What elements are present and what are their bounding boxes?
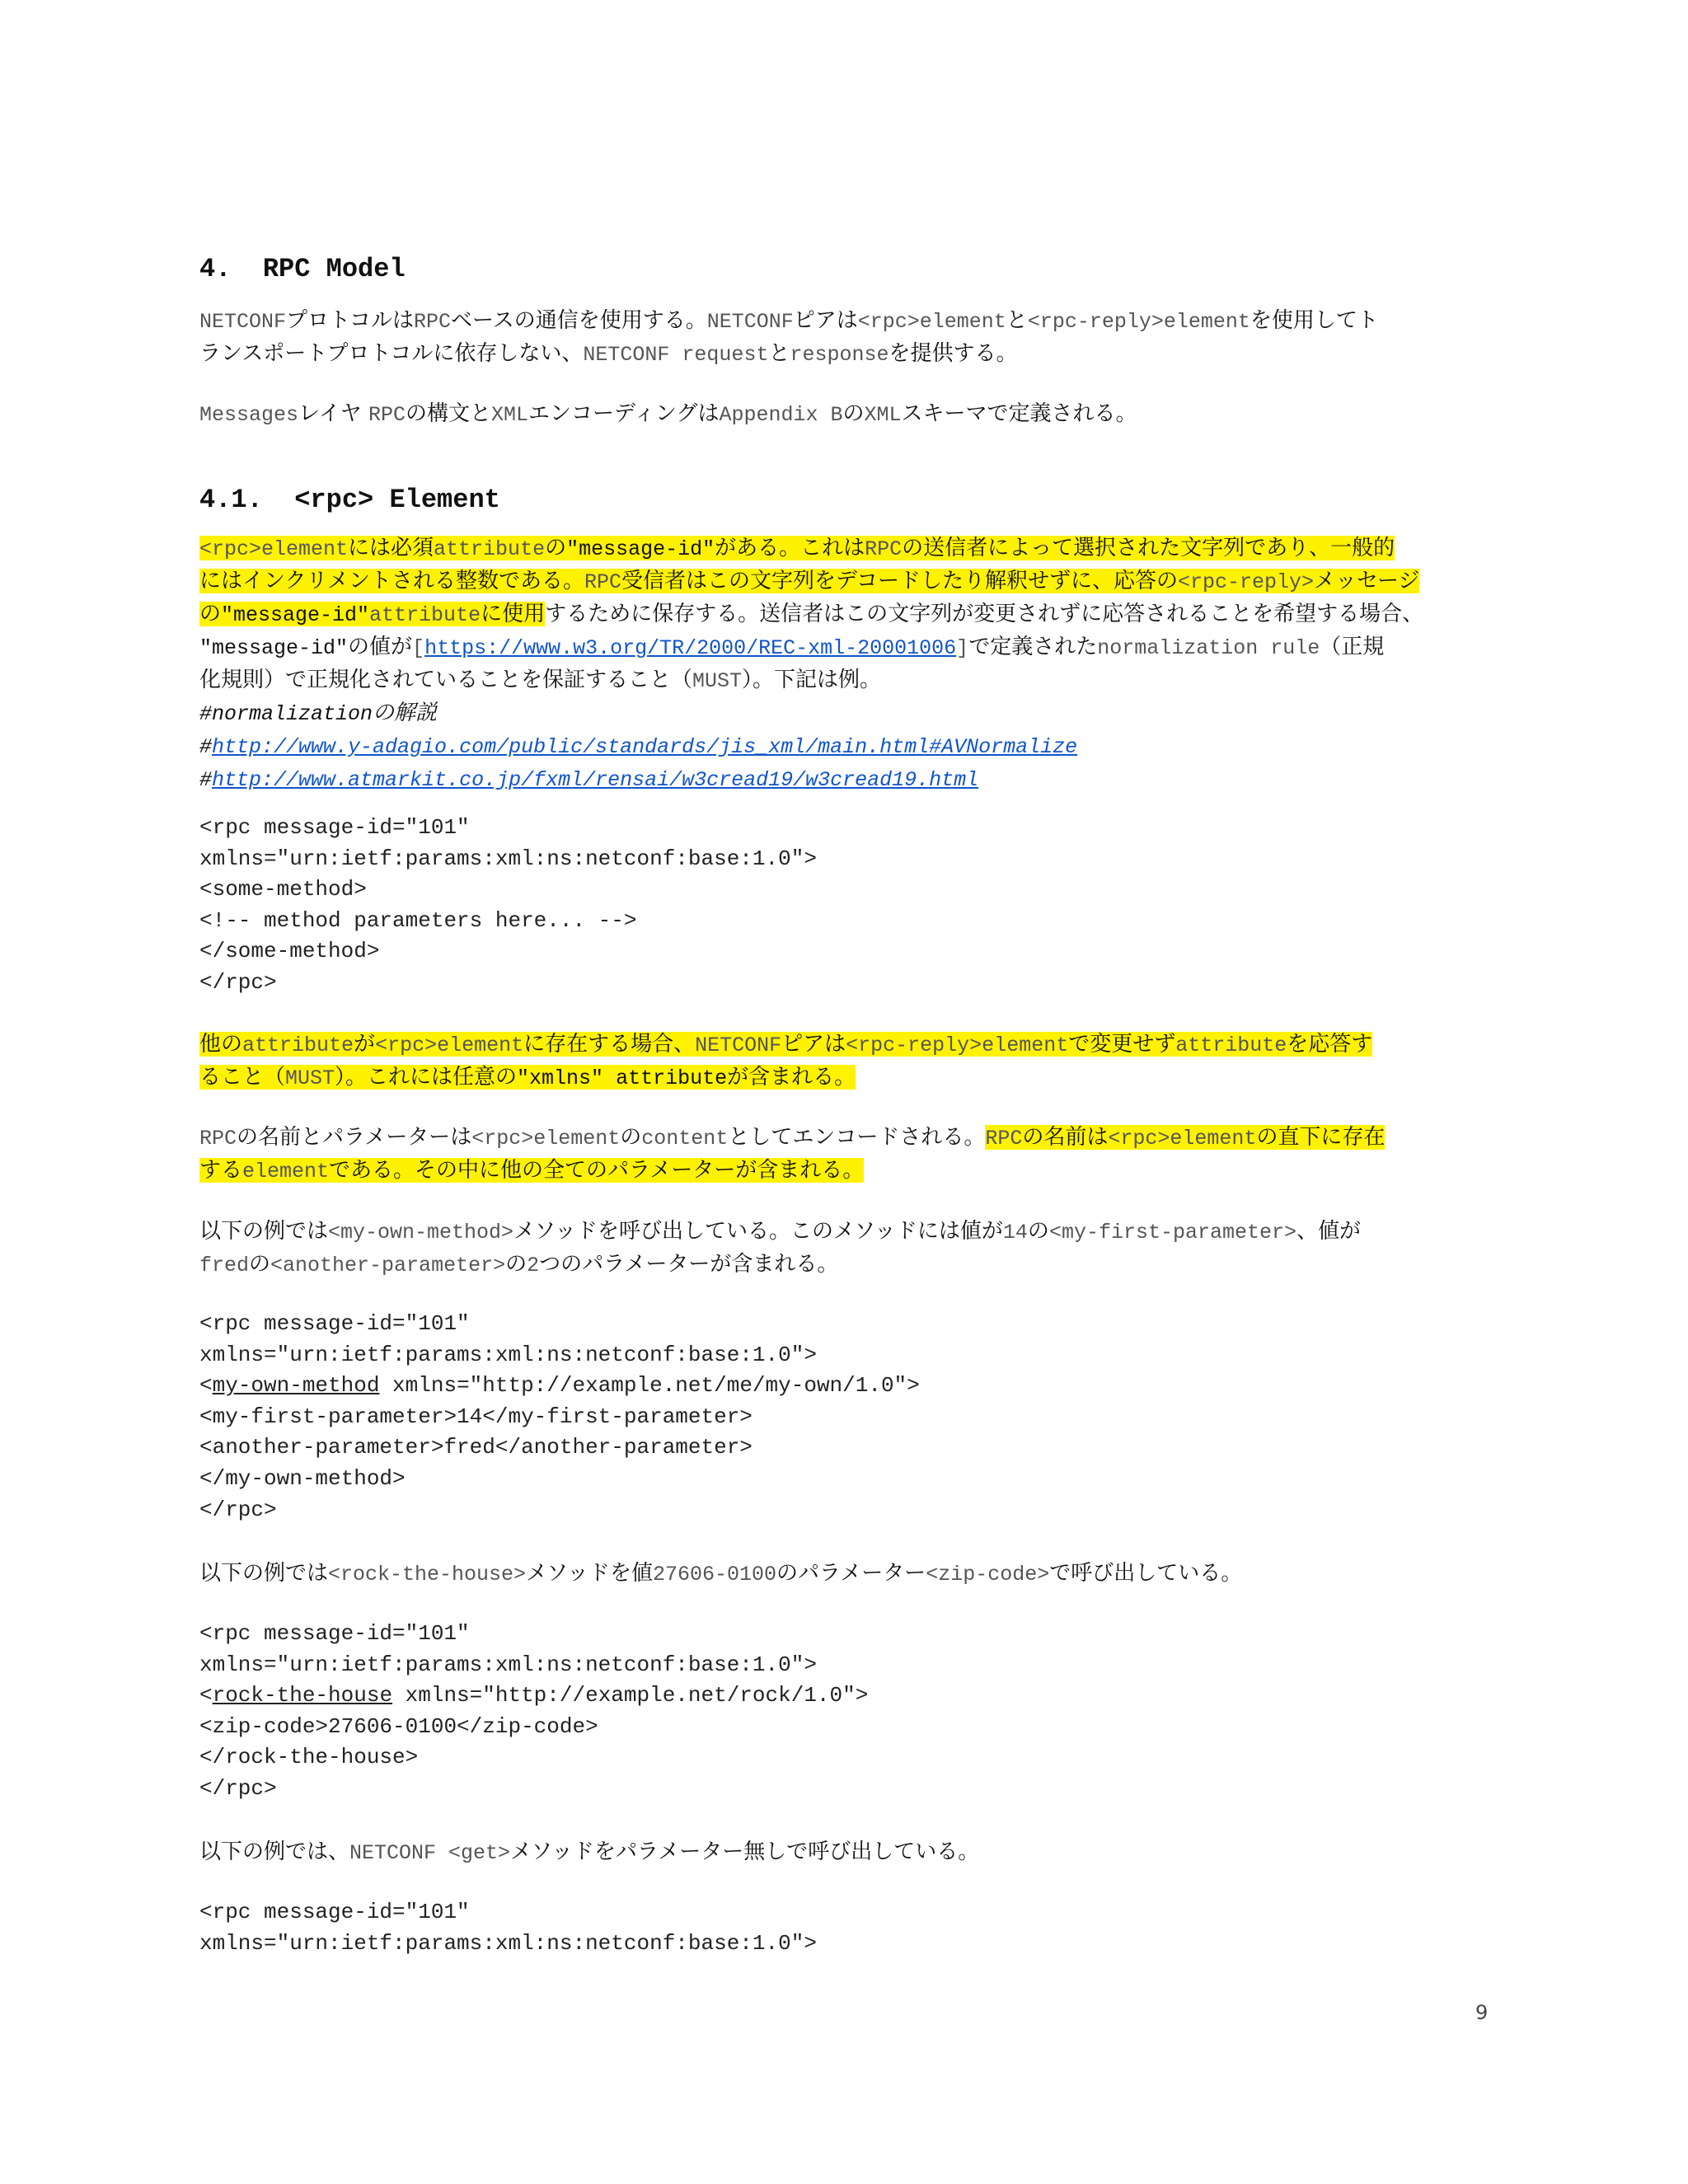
section-4-paragraph-1: NETCONFプロトコルはRPCベースの通信を使用する。NETCONFピアは<rpc>elementと<rpc-reply>elementを使用してト ランスポートプロトコルに依存しない、NETCONF requestとresponseを提供する。: [199, 308, 1379, 367]
w3c-xml-spec-link[interactable]: https://www.w3.org/TR/2000/REC-xml-20001006: [424, 636, 957, 660]
code-block-my-own-method: <rpc message-id="101" xmlns="urn:ietf:params:xml:ns:netconf:base:1.0"> <my-own-method xmlns="http://example.net/me/my-own/1.0"> <my-first-parameter>14</my-first-parameter> <another-parameter>fred</another-parameter> </my-own-method> </rpc>: [199, 1311, 920, 1522]
section-4-heading: 4. RPC Model: [199, 254, 406, 284]
page-number: 9: [1475, 2001, 1489, 2024]
section-4-1-paragraph-3: RPCの名前とパラメーターは<rpc>elementのcontentとしてエンコードされる。RPCの名前は<rpc>elementの直下に存在 するelementである。その中に他の全てのパラメーターが含まれる。: [199, 1125, 1386, 1183]
section-4-1-paragraph-1: <rpc>elementには必須attributeの"message-id"がある。これはRPCの送信者によって選択された文字列であり、一般的 にはインクリメントされる整数である。RPC受信者はこの文字列をデコードしたり解釈せずに、応答の<rpc-reply>メッセージ の"message-id"attributeに使用するために保存する。送信者はこの文字列が変更されずに応答されることを希望する場合、 "message-id"の値が[https://www.w3.org/TR/2000/REC-xml-20001006]で定義されたnormalization rule（正規 化規則）で正規化されていることを保証すること（MUST）。下記は例。 #normalizationの解説 #http://www.y-adagio.com/public/standards/jis_xml/main.html#AVNormalize #http://www.atmarkit.co.jp/fxml/rensai/w3cread19/w3cread19.html: [199, 536, 1424, 792]
section-4-paragraph-2: Messagesレイヤ RPCの構文とXMLエンコーディングはAppendix BのXMLスキーマで定義される。: [199, 401, 1137, 427]
code-block-rock-the-house: <rpc message-id="101" xmlns="urn:ietf:params:xml:ns:netconf:base:1.0"> <rock-the-house xmlns="http://example.net/rock/1.0"> <zip-code>27606-0100</zip-code> </rock-the-house> </rpc>: [199, 1621, 869, 1801]
y-adagio-normalize-link[interactable]: http://www.y-adagio.com/public/standards/jis_xml/main.html#AVNormalize: [212, 735, 1078, 759]
code-block-get: <rpc message-id="101" xmlns="urn:ietf:params:xml:ns:netconf:base:1.0">: [199, 1900, 817, 1956]
atmarkit-w3cread-link[interactable]: http://www.atmarkit.co.jp/fxml/rensai/w3cread19/w3cread19.html: [212, 768, 979, 792]
section-4-1-paragraph-2: 他のattributeが<rpc>elementに存在する場合、NETCONFピアは<rpc-reply>elementで変更せずattributeを応答す ること（MUST）。これには任意の"xmlns" attributeが含まれる。: [199, 1032, 1373, 1090]
section-4-1-paragraph-4: 以下の例では<my-own-method>メソッドを呼び出している。このメソッドには値が14の<my-first-parameter>、値が fredの<another-parameter>の2つのパラメーターが含まれる。: [199, 1219, 1362, 1277]
normalization-note-title: #normalization: [199, 702, 373, 726]
section-4-1-paragraph-6: 以下の例では、NETCONF <get>メソッドをパラメーター無しで呼び出している。: [199, 1840, 980, 1865]
section-4-1-heading: 4.1. <rpc> Element: [199, 485, 500, 515]
code-block-some-method: <rpc message-id="101" xmlns="urn:ietf:params:xml:ns:netconf:base:1.0"> <some-method> <!-- method parameters here... --> </some-method> </rpc>: [199, 815, 817, 995]
section-4-1-paragraph-5: 以下の例では<rock-the-house>メソッドを値27606-0100のパラメーター<zip-code>で呼び出している。: [199, 1561, 1243, 1586]
